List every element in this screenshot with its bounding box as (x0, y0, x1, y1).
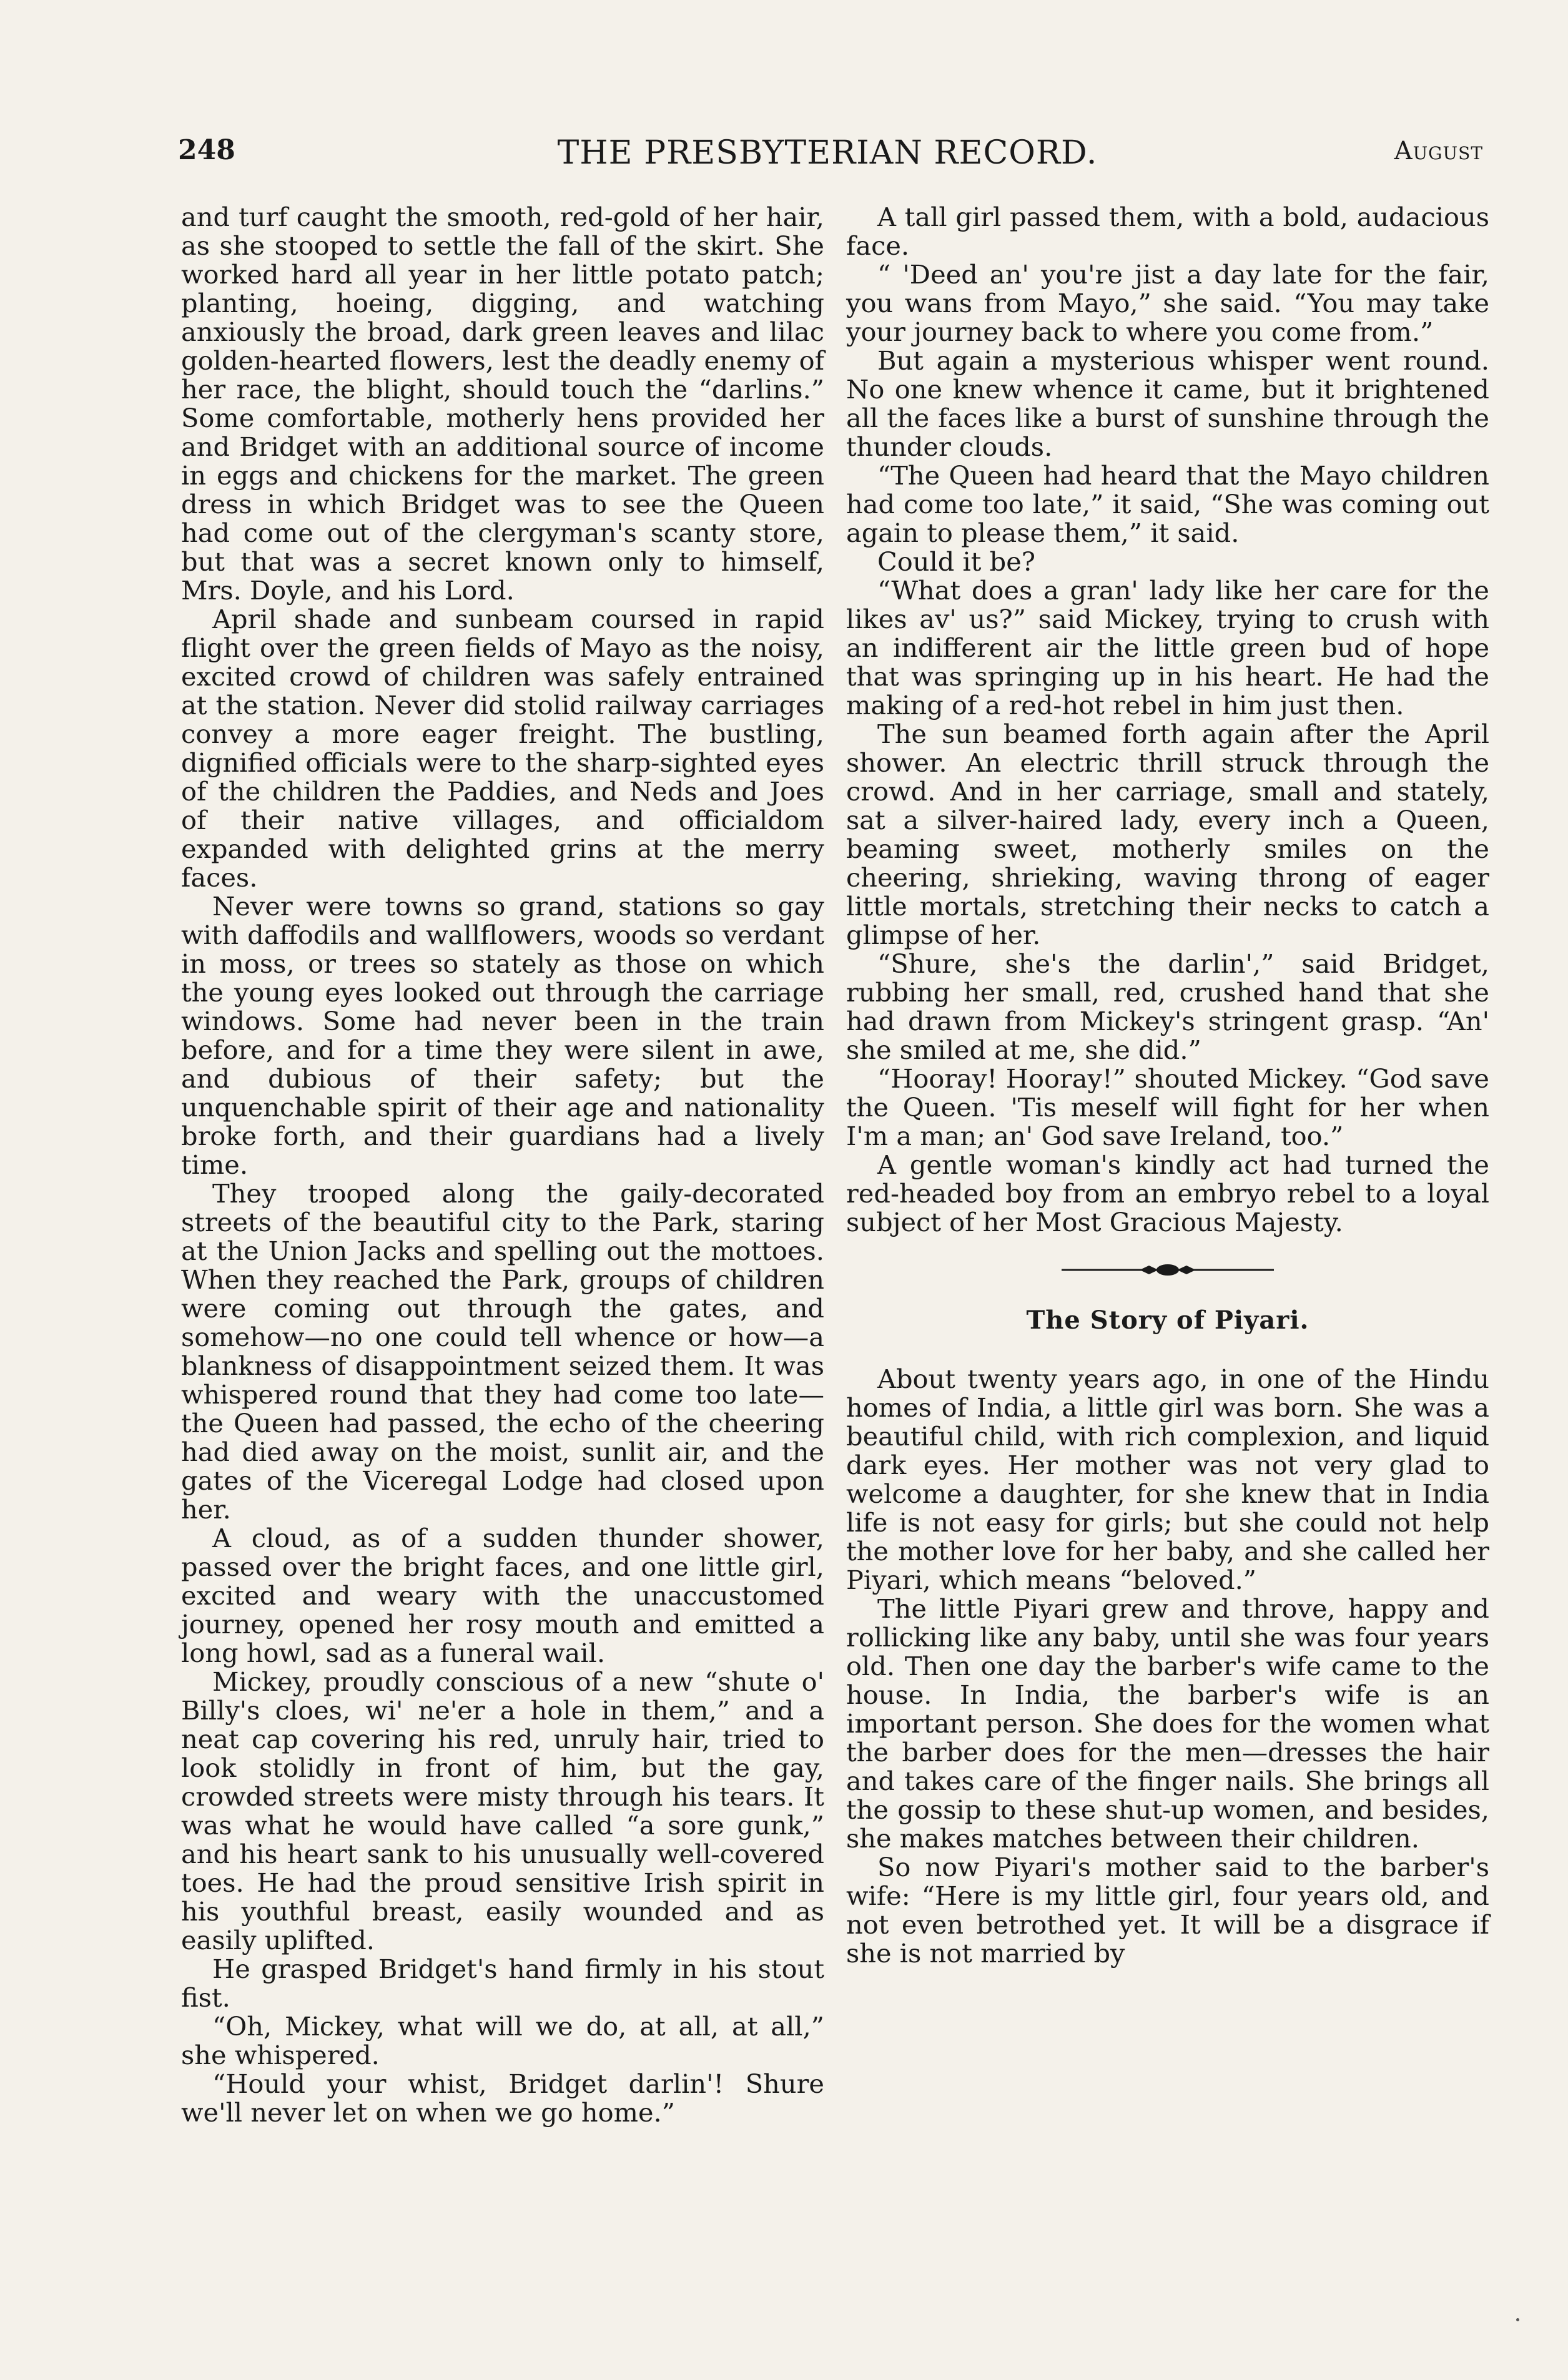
page-header (172, 134, 1483, 184)
paragraph: The sun beamed forth again after the April shower. An electric thrill struck through the crowd. And in her carriage, small and stately, sat a silver-haired lady, every inch a Queen, beaming sweet, motherly smiles on the cheering, shrieking, waving throng of eager little mortals, stretching their necks to catch a glimpse of her. (846, 719, 1489, 950)
paragraph: Mickey, proudly conscious of a new “shute o' Billy's cloes, wi' ne'er a hole in them,” and a neat cap covering his red, unruly hair, tried to look stolidly in front of him, but the gay, crowded streets were misty through his tears. It was what he would have called “a sore gunk,” and his heart sank to his unusually well-covered toes. He had the proud sensitive Irish spirit in his youthful breast, easily wounded and as easily uplifted. (181, 1666, 824, 1955)
paragraph: They trooped along the gaily-decorated streets of the beautiful city to the Park, staring at the Union Jacks and spelling out the mottoes. When they reached the Park, groups of children were coming out through the gates, and somehow—no one could tell whence or how—a blankness of disappointment seized them. It was whispered round that they had come too late—the Queen had passed, the echo of the cheering had died away on the moist, sunlit air, and the gates of the Viceregal Lodge had closed upon her. (181, 1178, 824, 1525)
paragraph: “Hould your whist, Bridget darlin'! Shure we'll never let on when we go home.” (181, 2068, 824, 2128)
paragraph: A gentle woman's kindly act had turned the red-headed boy from an embryo rebel to a loyal subject of her Most Gracious Majesty. (846, 1149, 1489, 1237)
ornamental-divider-icon (1062, 1261, 1274, 1279)
paragraph: A cloud, as of a sudden thunder shower, passed over the bright faces, and one little girl, excited and weary with the unaccustomed journey, opened her rosy mouth and emitted a long howl, sad as a funeral wail. (181, 1523, 824, 1668)
paragraph: Never were towns so grand, stations so gay with daffodils and wallflowers, woods so verdant in moss, or trees so stately as those on which the young eyes looked out through the carriage windows. Some had never been in the train before, and for a time they were silent in awe, and dubious of their safety; but the unquenchable spirit of their age and nationality broke forth, and their guardians had a lively time. (181, 891, 824, 1180)
paragraph: “Oh, Mickey, what will we do, at all, at all,” she whispered. (181, 2011, 824, 2070)
paragraph: “The Queen had heard that the Mayo children had come too late,” it said, “She was coming out again to please them,” it said. (846, 460, 1489, 548)
paragraph: About twenty years ago, in one of the Hindu homes of India, a little girl was born. She was a beautiful child, with rich complexion, and liquid dark eyes. Her mother was not very glad to welcome a daughter, for she knew that in India life is not easy for girls; but she could not help the mother love for her baby, and she called her Piyari, which means “beloved.” (846, 1364, 1489, 1595)
print-speck (1516, 2318, 1519, 2321)
paragraph: So now Piyari's mother said to the barber's wife: “Here is my little girl, four years old, and not even betrothed yet. It will be a disgrace if she is not married by (846, 1852, 1489, 1969)
paragraph: “What does a gran' lady like her care for the likes av' us?” said Mickey, trying to crush with an indifferent air the little green bud of hope that was springing up in his heart. He had the making of a red-hot rebel in him just then. (846, 575, 1489, 720)
left-column (181, 203, 824, 2127)
journal-title: THE PRESBYTERIAN RECORD. (557, 134, 1098, 172)
paragraph: Could it be? (877, 546, 1036, 577)
paragraph: “ 'Deed an' you're jist a day late for the fair, you wans from Mayo,” she said. “You may take your journey back to where you come from.” (846, 259, 1489, 347)
page-number: 248 (178, 134, 235, 166)
paragraph: “Hooray! Hooray!” shouted Mickey. “God save the Queen. 'Tis meself will fight for her when I'm a man; an' God save Ireland, too.” (846, 1063, 1489, 1151)
story-title: The Story of Piyari. (1026, 1306, 1309, 1335)
paragraph: and turf caught the smooth, red-gold of her hair, as she stooped to settle the fall of the skirt. She worked hard all year in her little potato patch; planting, hoeing, digging, and watching anxiously the broad, dark green leaves and lilac golden-hearted flowers, lest the deadly enemy of her race, the blight, should touch the “darlins.” Some comfortable, motherly hens provided her and Bridget with an additional source of income in eggs and chickens for the market. The green dress in which Bridget was to see the Queen had come out of the clergyman's scanty store, but that was a secret known only to himself, Mrs. Doyle, and his Lord. (181, 202, 824, 606)
paragraph: He grasped Bridget's hand firmly in his stout fist. (181, 1954, 824, 2013)
paragraph: A tall girl passed them, with a bold, audacious face. (846, 202, 1489, 261)
right-column (846, 203, 1489, 1968)
issue-month: August (1394, 137, 1483, 165)
paragraph: “Shure, she's the darlin',” said Bridget, rubbing her small, red, crushed hand that she had drawn from Mickey's stringent grasp. “An' she smiled at me, she did.” (846, 948, 1489, 1065)
paragraph: But again a mysterious whisper went round. No one knew whence it came, but it brightened all the faces like a burst of sunshine through the thunder clouds. (846, 345, 1489, 462)
paragraph: April shade and sunbeam coursed in rapid flight over the green fields of Mayo as the noisy, excited crowd of children was safely entrained at the station. Never did stolid railway carriages convey a more eager freight. The bustling, dignified officials were to the sharp-sighted eyes of the children the Paddies, and Neds and Joes of their native villages, and officialdom expanded with delighted grins at the merry faces. (181, 604, 824, 893)
paragraph: The little Piyari grew and throve, happy and rollicking like any baby, until she was four years old. Then one day the barber's wife came to the house. In India, the barber's wife is an important person. She does for the women what the barber does for the men—dresses the hair and takes care of the finger nails. She brings all the gossip to these shut-up women, and besides, she makes matches between their children. (846, 1593, 1489, 1854)
